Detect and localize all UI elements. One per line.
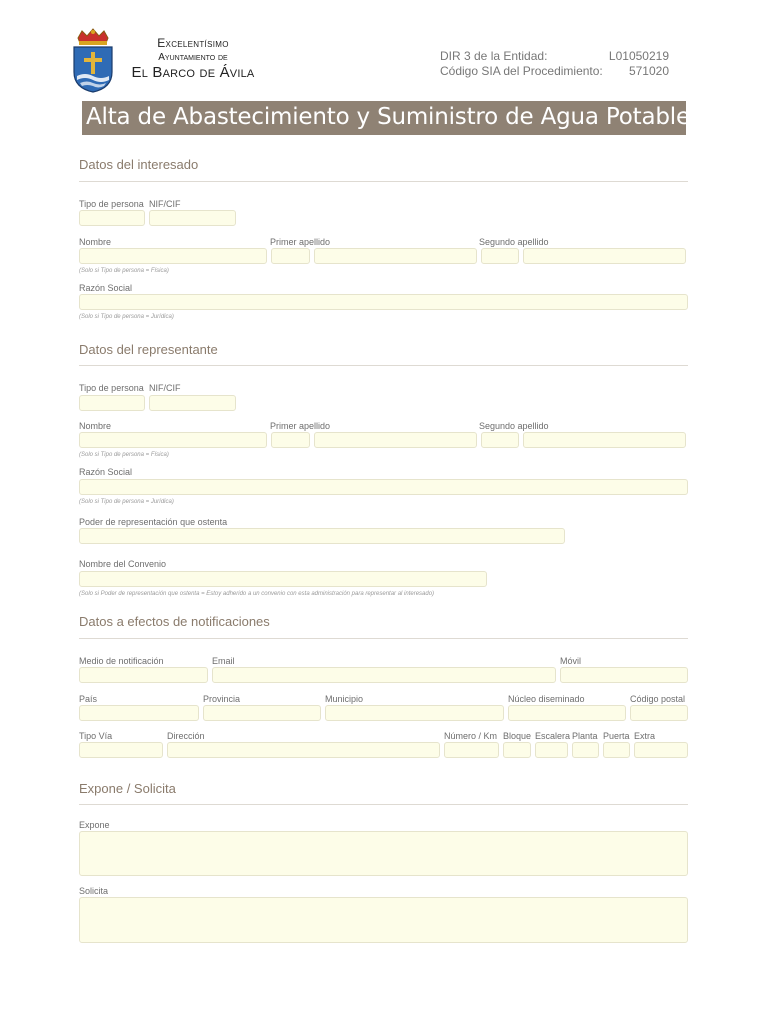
label-solicita: Solicita	[79, 886, 109, 896]
label-expone: Expone	[79, 820, 110, 830]
representante-razon-social-field[interactable]	[79, 479, 688, 495]
label-planta: Planta	[572, 731, 598, 741]
interesado-segundo-apellido-particula-field[interactable]	[481, 248, 519, 264]
direccion-field[interactable]	[167, 742, 440, 758]
label-nombre: Nombre	[79, 237, 112, 247]
org-line-1: Excelentísimo	[157, 36, 229, 50]
dir3-value: L01050219	[608, 49, 669, 63]
label-escalera: Escalera	[535, 731, 571, 741]
tipo-via-field[interactable]	[79, 742, 163, 758]
representante-nif-field[interactable]	[149, 395, 236, 411]
planta-field[interactable]	[572, 742, 599, 758]
escalera-field[interactable]	[535, 742, 568, 758]
interesado-tipo-persona-field[interactable]	[79, 210, 145, 226]
label-tipo-persona: Tipo de persona	[79, 199, 144, 209]
label-poder-representacion: Poder de representación que ostenta	[79, 517, 228, 527]
nucleo-diseminado-field[interactable]	[508, 705, 626, 721]
label-direccion: Dirección	[167, 731, 205, 741]
representante-primer-apellido-field[interactable]	[314, 432, 477, 448]
movil-field[interactable]	[560, 667, 688, 683]
coat-of-arms-logo	[70, 28, 116, 94]
label-pais: País	[79, 694, 98, 704]
bloque-field[interactable]	[503, 742, 531, 758]
interesado-nif-field[interactable]	[149, 210, 236, 226]
page-title: Alta de Abastecimiento y Suministro de Agua Potable	[86, 104, 690, 130]
label-extra: Extra	[634, 731, 656, 741]
municipio-field[interactable]	[325, 705, 504, 721]
solicita-textarea[interactable]	[79, 897, 688, 943]
dir3-label: DIR 3 de la Entidad:	[440, 49, 548, 63]
label-razon-social: Razón Social	[79, 467, 133, 477]
label-tipo-via: Tipo Vía	[79, 731, 113, 741]
email-field[interactable]	[212, 667, 556, 683]
note-juridica: (Solo si Tipo de persona = Jurídica)	[79, 499, 174, 505]
org-line-2: Ayuntamiento de	[158, 52, 228, 63]
title-band	[82, 101, 690, 135]
label-nombre: Nombre	[79, 421, 112, 431]
label-primer-apellido: Primer apellido	[270, 237, 331, 247]
interesado-razon-social-field[interactable]	[79, 294, 688, 310]
label-tipo-persona: Tipo de persona	[79, 383, 144, 393]
representante-segundo-apellido-particula-field[interactable]	[481, 432, 519, 448]
label-movil: Móvil	[560, 656, 582, 666]
label-numero: Número / Km	[444, 731, 498, 741]
medio-notificacion-field[interactable]	[79, 667, 208, 683]
label-primer-apellido: Primer apellido	[270, 421, 331, 431]
sia-label: Código SIA del Procedimiento:	[440, 64, 603, 78]
section-heading-interesado: Datos del interesado	[79, 157, 199, 172]
section-divider	[79, 638, 688, 639]
numero-field[interactable]	[444, 742, 499, 758]
interesado-segundo-apellido-field[interactable]	[523, 248, 686, 264]
label-email: Email	[212, 656, 235, 666]
section-heading-expone-solicita: Expone / Solicita	[79, 781, 176, 796]
section-divider	[79, 181, 688, 182]
interesado-primer-apellido-field[interactable]	[314, 248, 477, 264]
codigo-postal-field[interactable]	[630, 705, 688, 721]
label-nif: NIF/CIF	[149, 199, 181, 209]
expone-textarea[interactable]	[79, 831, 688, 876]
label-medio-notificacion: Medio de notificación	[79, 656, 164, 666]
org-line-3: El Barco de Ávila	[131, 64, 255, 81]
section-divider	[79, 365, 688, 366]
section-divider	[79, 804, 688, 805]
note-convenio: (Solo si Poder de representación que ostenta = Estoy adherido a un convenio con esta administración para representar al interesado)	[79, 591, 435, 597]
label-segundo-apellido: Segundo apellido	[479, 237, 549, 247]
label-provincia: Provincia	[203, 694, 241, 704]
note-juridica: (Solo si Tipo de persona = Jurídica)	[79, 314, 174, 320]
provincia-field[interactable]	[203, 705, 321, 721]
note-fisica: (Solo si Tipo de persona = Física)	[79, 268, 169, 274]
section-heading-representante: Datos del representante	[79, 342, 218, 357]
label-nif: NIF/CIF	[149, 383, 181, 393]
sia-value: 571020	[628, 64, 669, 78]
interesado-nombre-field[interactable]	[79, 248, 267, 264]
interesado-primer-apellido-particula-field[interactable]	[271, 248, 310, 264]
representante-tipo-persona-field[interactable]	[79, 395, 145, 411]
organization-name	[128, 36, 258, 81]
poder-representacion-field[interactable]	[79, 528, 565, 544]
pais-field[interactable]	[79, 705, 199, 721]
label-codigo-postal: Código postal	[630, 694, 686, 704]
note-fisica: (Solo si Tipo de persona = Física)	[79, 452, 169, 458]
representante-primer-apellido-particula-field[interactable]	[271, 432, 310, 448]
extra-field[interactable]	[634, 742, 688, 758]
label-bloque: Bloque	[503, 731, 532, 741]
representante-segundo-apellido-field[interactable]	[523, 432, 686, 448]
label-segundo-apellido: Segundo apellido	[479, 421, 549, 431]
section-heading-notificaciones: Datos a efectos de notificaciones	[79, 614, 270, 629]
label-nombre-convenio: Nombre del Convenio	[79, 559, 167, 569]
nombre-convenio-field[interactable]	[79, 571, 487, 587]
representante-nombre-field[interactable]	[79, 432, 267, 448]
label-nucleo-diseminado: Núcleo diseminado	[508, 694, 585, 704]
label-puerta: Puerta	[603, 731, 630, 741]
label-razon-social: Razón Social	[79, 283, 133, 293]
label-municipio: Municipio	[325, 694, 364, 704]
puerta-field[interactable]	[603, 742, 630, 758]
